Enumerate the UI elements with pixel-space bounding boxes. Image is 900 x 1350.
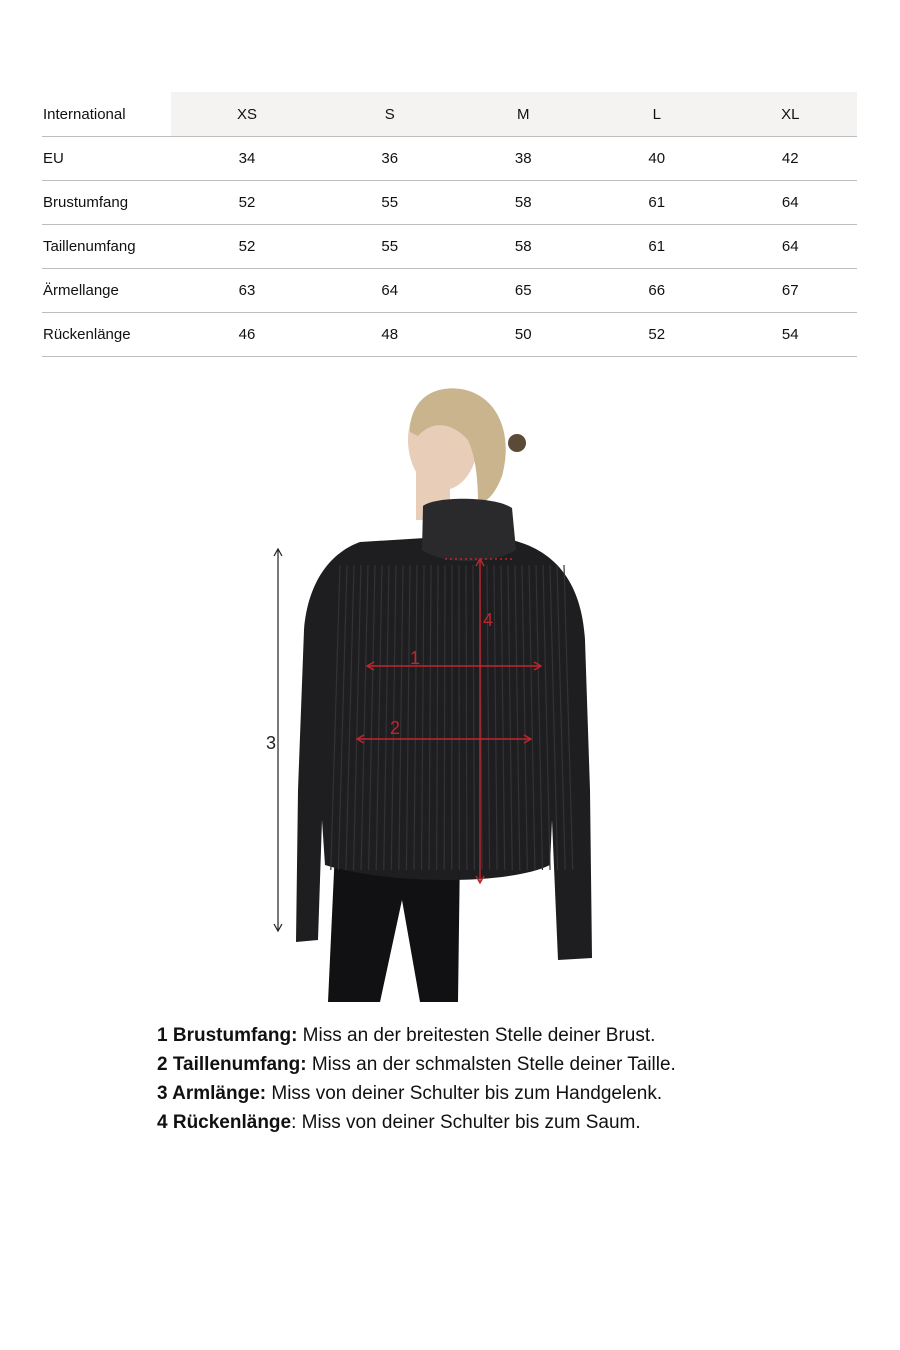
row-label: Brustumfang [42, 181, 171, 225]
table-cell: 52 [171, 181, 323, 225]
table-cell: 52 [171, 225, 323, 269]
measure-label-1: 1 [410, 648, 421, 668]
table-cell: 66 [590, 269, 724, 313]
legend-item-3 [157, 1079, 857, 1108]
measurement-legend [157, 1021, 857, 1137]
hair-bun [508, 434, 526, 452]
table-cell: 61 [590, 181, 724, 225]
legend-term: 1 Brustumfang: [157, 1025, 298, 1046]
table-cell: 52 [590, 313, 724, 357]
legend-term: 4 Rückenlänge [157, 1112, 292, 1133]
legend-text: Miss von deiner Schulter bis zum Handgelenk. [266, 1083, 663, 1104]
legend-term: 3 Armlänge: [157, 1083, 267, 1104]
table-row-rueckenlaenge [42, 313, 857, 357]
legend-item-1 [157, 1021, 857, 1050]
legend-term: 2 Taillenumfang: [157, 1054, 307, 1075]
header-size-xs: XS [171, 92, 323, 137]
row-label: EU [42, 137, 171, 181]
table-cell: 67 [724, 269, 858, 313]
table-cell: 58 [457, 225, 591, 269]
table-cell: 36 [323, 137, 457, 181]
row-label: Ärmellange [42, 269, 171, 313]
legend-item-2 [157, 1050, 857, 1079]
size-chart-table [42, 92, 857, 357]
table-cell: 63 [171, 269, 323, 313]
table-cell: 64 [323, 269, 457, 313]
table-cell: 54 [724, 313, 858, 357]
table-cell: 40 [590, 137, 724, 181]
rib-line [444, 565, 445, 870]
table-cell: 58 [457, 181, 591, 225]
legend-item-4 [157, 1108, 857, 1137]
model-measurement-figure [240, 380, 600, 1002]
measure-label-4: 4 [483, 610, 494, 630]
table-cell: 61 [590, 225, 724, 269]
table-cell: 48 [323, 313, 457, 357]
legend-text: Miss an der schmalsten Stelle deiner Taille. [306, 1054, 676, 1075]
measure-label-2: 2 [390, 718, 401, 738]
legend-text: : Miss von deiner Schulter bis zum Saum. [291, 1112, 641, 1133]
table-cell: 42 [724, 137, 858, 181]
model-illustration [296, 388, 592, 1002]
table-cell: 55 [323, 181, 457, 225]
table-cell: 50 [457, 313, 591, 357]
table-cell: 34 [171, 137, 323, 181]
row-label: Taillenumfang [42, 225, 171, 269]
table-cell: 46 [171, 313, 323, 357]
turtleneck-collar [422, 499, 516, 562]
table-cell: 65 [457, 269, 591, 313]
row-label: Rückenlänge [42, 313, 171, 357]
table-cell: 64 [724, 181, 858, 225]
header-size-s: S [323, 92, 457, 137]
table-row-brustumfang [42, 181, 857, 225]
table-row-eu [42, 137, 857, 181]
header-size-xl: XL [724, 92, 858, 137]
measure-label-3: 3 [266, 733, 277, 753]
table-cell: 64 [724, 225, 858, 269]
table-cell: 55 [323, 225, 457, 269]
header-size-l: L [590, 92, 724, 137]
legend-text: Miss an der breitesten Stelle deiner Brust. [297, 1025, 656, 1046]
table-header-row [42, 92, 857, 137]
header-size-m: M [457, 92, 591, 137]
table-row-aermellange [42, 269, 857, 313]
header-label-international: International [42, 92, 171, 137]
table-row-taillenumfang [42, 225, 857, 269]
table-cell: 38 [457, 137, 591, 181]
